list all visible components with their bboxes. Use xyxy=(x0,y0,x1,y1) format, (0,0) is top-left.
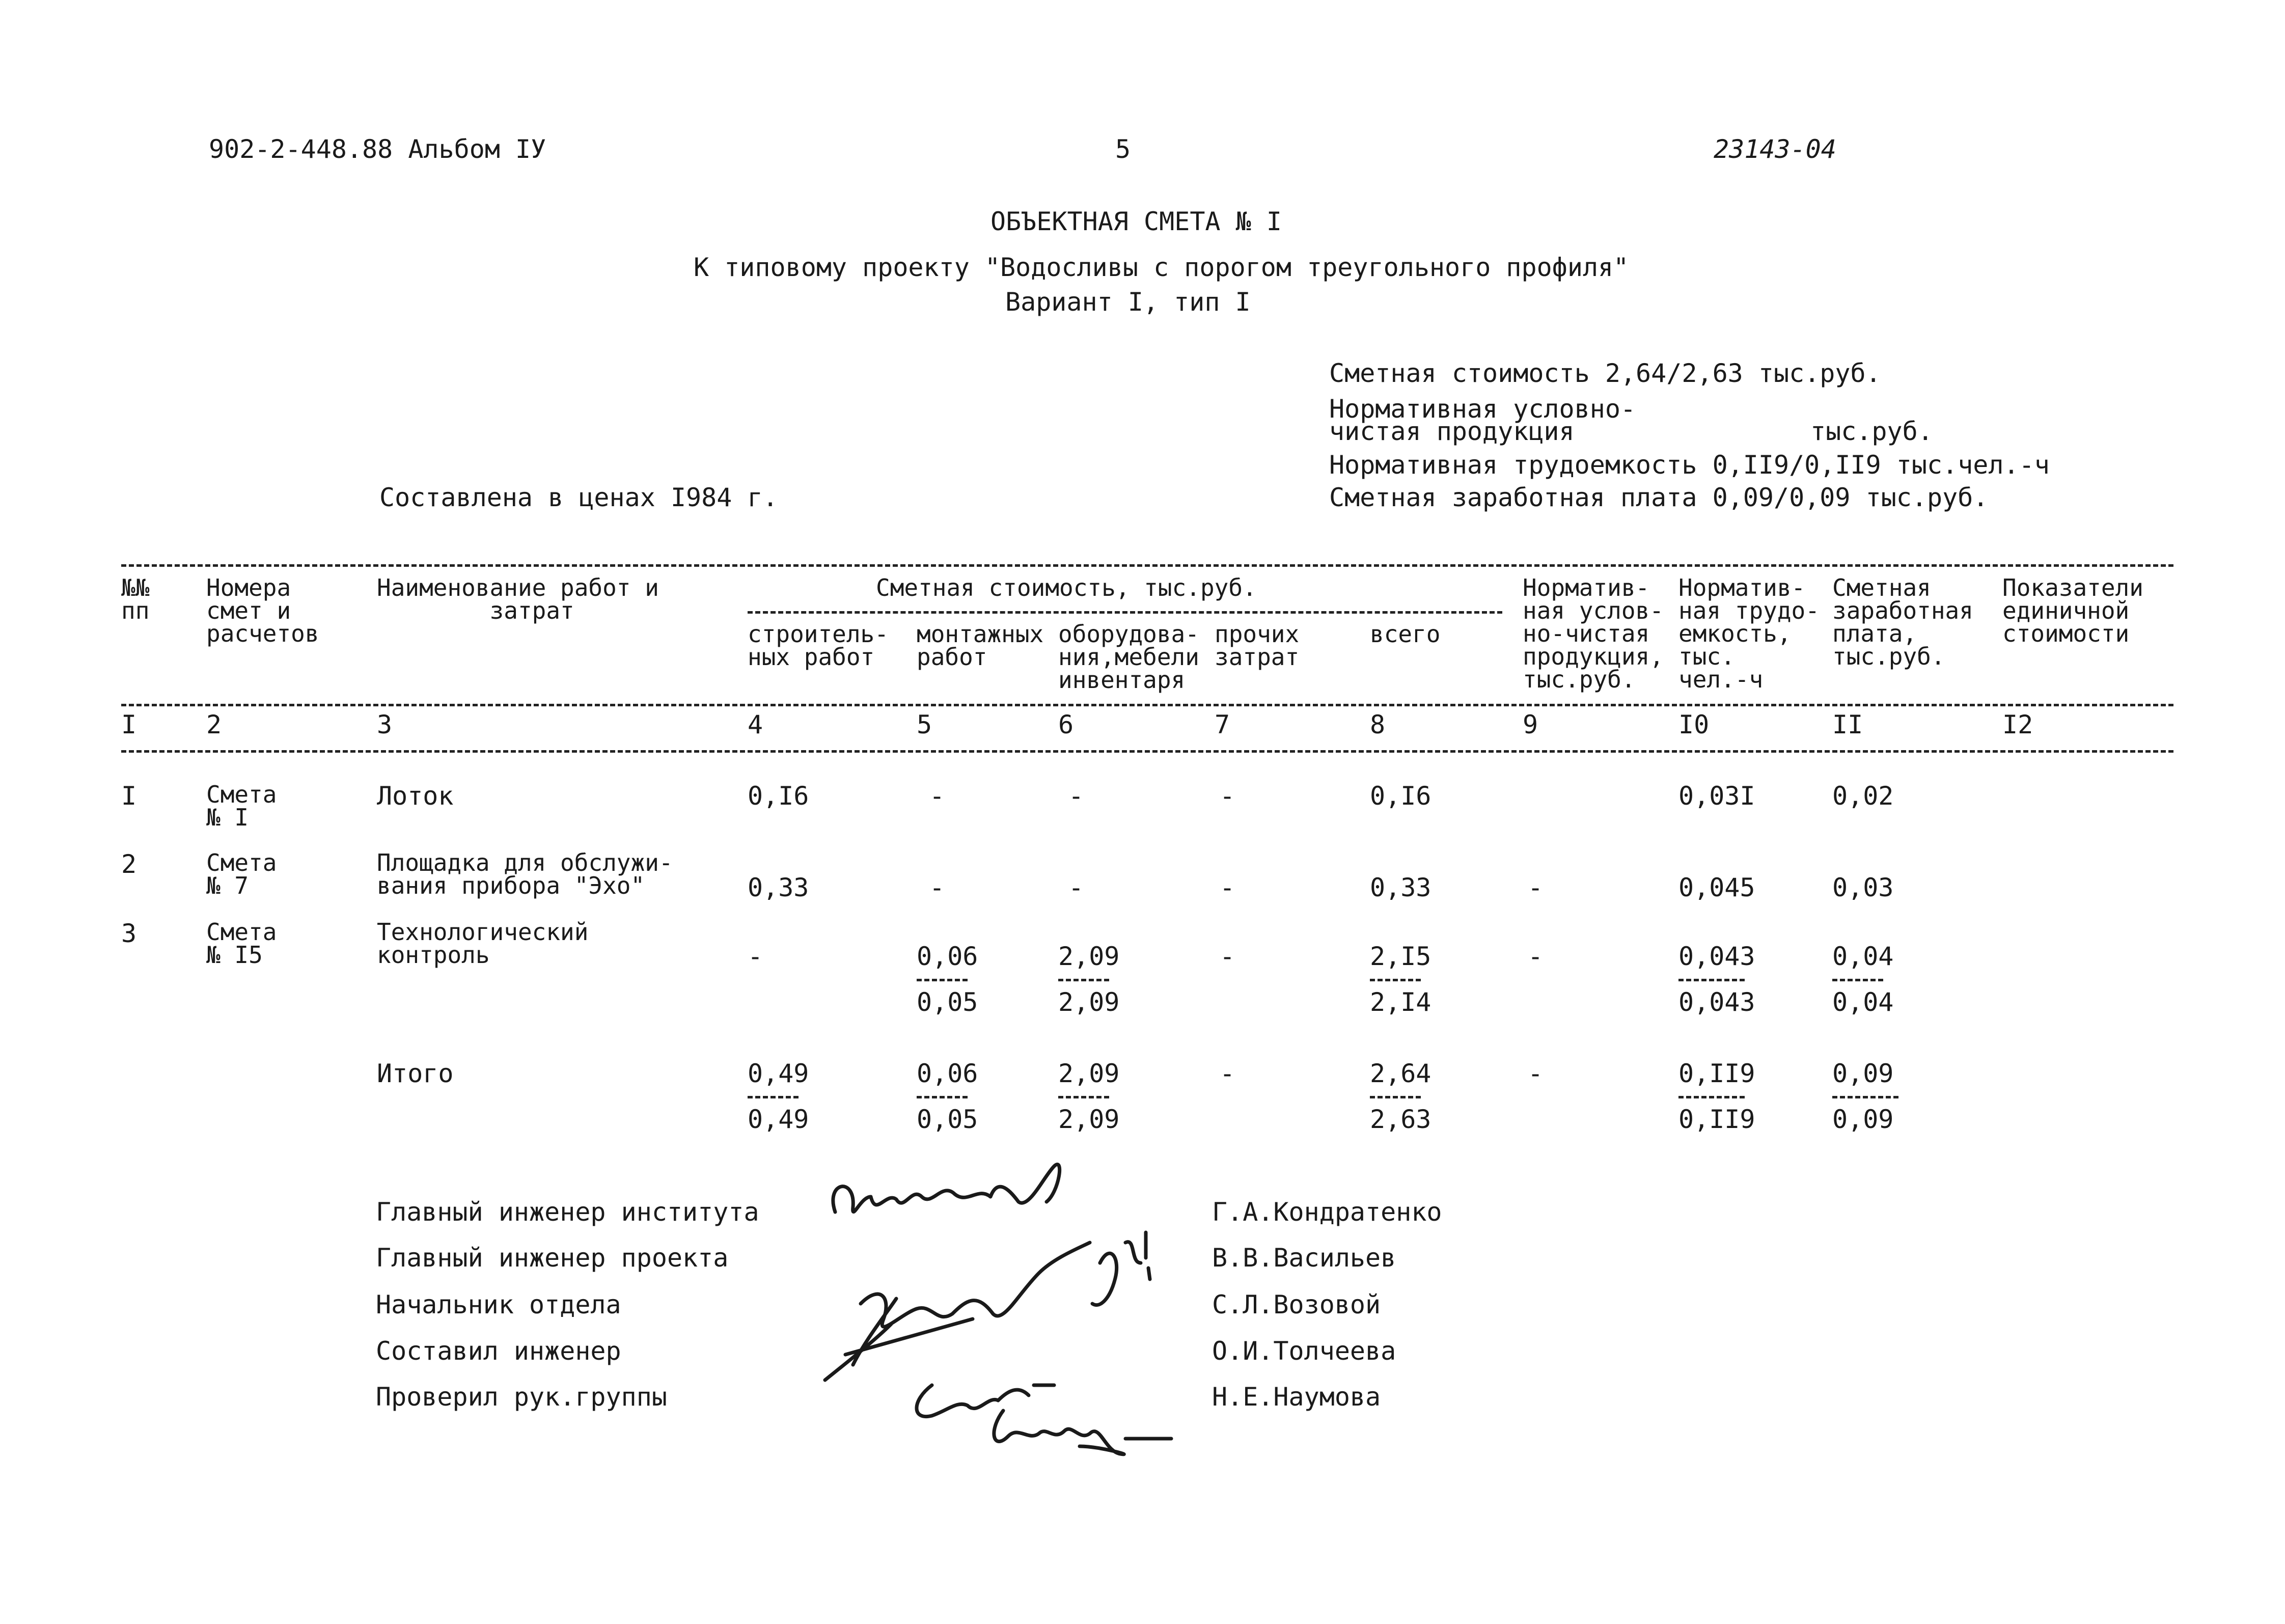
cell-construction: - xyxy=(748,942,763,971)
table-top-rule xyxy=(121,564,2173,567)
cell-product: - xyxy=(1528,942,1544,971)
header-product: Норматив- ная услов- но-чистая продукция, тыс.руб. xyxy=(1523,574,1664,693)
signature-role: Начальник отдела xyxy=(376,1290,621,1319)
cell-product: - xyxy=(1528,873,1544,902)
totals-construction-alt: 0,49 xyxy=(748,1105,809,1134)
summary-wages: Сметная заработная плата 0,09/0,09 тыс.руб. xyxy=(1329,483,1989,512)
signature-name: С.Л.Возовой xyxy=(1212,1290,1381,1319)
header-construction: строитель- ных работ xyxy=(748,620,889,671)
variant-title: Вариант I, тип I xyxy=(1005,287,1251,317)
totals-wages: 0,09 xyxy=(1832,1059,1894,1088)
column-number: II xyxy=(1832,710,1863,739)
cell-labor-alt: 0,043 xyxy=(1678,987,1755,1017)
cell-installation: - xyxy=(929,781,945,811)
cell-total: 2,I5 xyxy=(1370,942,1431,971)
signature-name: Г.А.Кондратенко xyxy=(1212,1197,1442,1227)
header-installation: монтажных работ xyxy=(917,620,1044,671)
row-estimate: Смета № 7 xyxy=(206,849,277,899)
header-wages: Сметная заработная плата, тыс.руб. xyxy=(1832,574,1973,670)
fraction-line xyxy=(917,979,968,981)
signature-role: Главный инженер института xyxy=(376,1197,759,1227)
column-number: 8 xyxy=(1370,710,1386,739)
header-work-name: Наименование работ и затрат xyxy=(377,574,659,624)
totals-labor-alt: 0,II9 xyxy=(1678,1105,1755,1134)
column-number: I0 xyxy=(1678,710,1710,739)
column-number: 3 xyxy=(377,710,393,739)
header-equipment: оборудова- ния,мебели инвентаря xyxy=(1058,620,1199,694)
summary-cost: Сметная стоимость 2,64/2,63 тыс.руб. xyxy=(1329,359,1881,388)
project-title: К типовому проекту "Водосливы с порогом треугольного профиля" xyxy=(694,253,1629,282)
signature-role: Проверил рук.группы xyxy=(376,1382,667,1412)
cell-wages: 0,04 xyxy=(1832,942,1894,971)
totals-installation-alt: 0,05 xyxy=(917,1105,978,1134)
header-estimate-number: Номера смет и расчетов xyxy=(206,574,319,647)
summary-product-unit: тыс.руб. xyxy=(1810,417,1933,446)
totals-installation: 0,06 xyxy=(917,1059,978,1088)
column-number: 7 xyxy=(1215,710,1230,739)
cell-wages-alt: 0,04 xyxy=(1832,987,1894,1017)
fraction-line xyxy=(748,1096,799,1098)
fraction-line xyxy=(1832,1096,1898,1098)
row-number: I xyxy=(121,781,137,811)
row-estimate: Смета № I5 xyxy=(206,918,277,969)
totals-total-alt: 2,63 xyxy=(1370,1105,1431,1134)
cell-other: - xyxy=(1220,942,1235,971)
row-number: 3 xyxy=(121,919,137,948)
header-row-number: №№ пп xyxy=(121,574,150,624)
cell-total-alt: 2,I4 xyxy=(1370,987,1431,1017)
cell-wages: 0,03 xyxy=(1832,873,1894,902)
cell-labor: 0,045 xyxy=(1678,873,1755,902)
column-number: 5 xyxy=(917,710,932,739)
prices-year: Составлена в ценах I984 г. xyxy=(379,483,778,512)
header-other: прочих затрат xyxy=(1215,620,1300,671)
totals-labor: 0,II9 xyxy=(1678,1059,1755,1088)
header-bottom-rule xyxy=(121,704,2173,706)
cell-construction: 0,I6 xyxy=(748,781,809,811)
cell-installation: 0,06 xyxy=(917,942,978,971)
totals-total: 2,64 xyxy=(1370,1059,1431,1088)
totals-product: - xyxy=(1528,1059,1544,1088)
cell-other: - xyxy=(1220,781,1235,811)
header-total: всего xyxy=(1370,620,1441,648)
column-number: I2 xyxy=(2002,710,2033,739)
signature-name: Н.Е.Наумова xyxy=(1212,1382,1381,1412)
handwritten-signatures xyxy=(815,1146,1197,1462)
cell-construction: 0,33 xyxy=(748,873,809,902)
summary-labor: Нормативная трудоемкость 0,II9/0,II9 тыс.чел.-ч xyxy=(1329,450,2050,480)
header-unit-indicators: Показатели единичной стоимости xyxy=(2002,574,2143,647)
column-number: 6 xyxy=(1058,710,1074,739)
cell-equipment: - xyxy=(1068,781,1084,811)
fraction-line xyxy=(1370,1096,1421,1098)
fraction-line xyxy=(917,1096,968,1098)
stamp-code: 23143-04 xyxy=(1714,134,1836,164)
summary-product-line1: Нормативная условно- xyxy=(1329,394,1636,424)
totals-other: - xyxy=(1220,1059,1235,1088)
column-numbers-rule xyxy=(121,750,2173,753)
document-code: 902-2-448.88 Альбом IУ xyxy=(209,134,546,164)
cell-installation-alt: 0,05 xyxy=(917,987,978,1017)
fraction-line xyxy=(1370,979,1421,981)
totals-equipment: 2,09 xyxy=(1058,1059,1120,1088)
cell-installation: - xyxy=(929,873,945,902)
row-name: Площадка для обслужи- вания прибора "Эхо" xyxy=(377,849,673,899)
page-number: 5 xyxy=(1115,134,1131,164)
totals-construction: 0,49 xyxy=(748,1059,809,1088)
totals-wages-alt: 0,09 xyxy=(1832,1105,1894,1134)
fraction-line xyxy=(1058,1096,1109,1098)
row-estimate: Смета № I xyxy=(206,781,277,831)
row-name: Технологический контроль xyxy=(377,918,589,969)
cell-other: - xyxy=(1220,873,1235,902)
column-number: 2 xyxy=(206,710,222,739)
totals-label: Итого xyxy=(377,1059,454,1088)
cell-total: 0,I6 xyxy=(1370,781,1431,811)
cell-total: 0,33 xyxy=(1370,873,1431,902)
fraction-line xyxy=(1832,979,1883,981)
cell-equipment-alt: 2,09 xyxy=(1058,987,1120,1017)
fraction-line xyxy=(1678,979,1745,981)
signature-role: Главный инженер проекта xyxy=(376,1243,729,1273)
row-name: Лоток xyxy=(377,781,454,811)
column-number: 9 xyxy=(1523,710,1538,739)
cost-group-rule xyxy=(748,611,1502,614)
cell-labor: 0,03I xyxy=(1678,781,1755,811)
header-cost-group: Сметная стоимость, тыс.руб. xyxy=(876,574,1257,601)
signature-role: Составил инженер xyxy=(376,1336,621,1366)
signature-name: О.И.Толчеева xyxy=(1212,1336,1396,1366)
header-labor: Норматив- ная трудо- емкость, тыс. чел.-ч xyxy=(1678,574,1820,693)
cell-labor: 0,043 xyxy=(1678,942,1755,971)
cell-equipment: 2,09 xyxy=(1058,942,1120,971)
summary-product-line2: чистая продукция xyxy=(1329,417,1575,446)
row-number: 2 xyxy=(121,849,137,879)
signature-name: В.В.Васильев xyxy=(1212,1243,1396,1273)
column-number: I xyxy=(121,710,137,739)
cell-wages: 0,02 xyxy=(1832,781,1894,811)
cell-equipment: - xyxy=(1068,873,1084,902)
fraction-line xyxy=(1058,979,1109,981)
estimate-title: ОБЪЕКТНАЯ СМЕТА № I xyxy=(990,207,1282,236)
fraction-line xyxy=(1678,1096,1745,1098)
column-number: 4 xyxy=(748,710,763,739)
totals-equipment-alt: 2,09 xyxy=(1058,1105,1120,1134)
